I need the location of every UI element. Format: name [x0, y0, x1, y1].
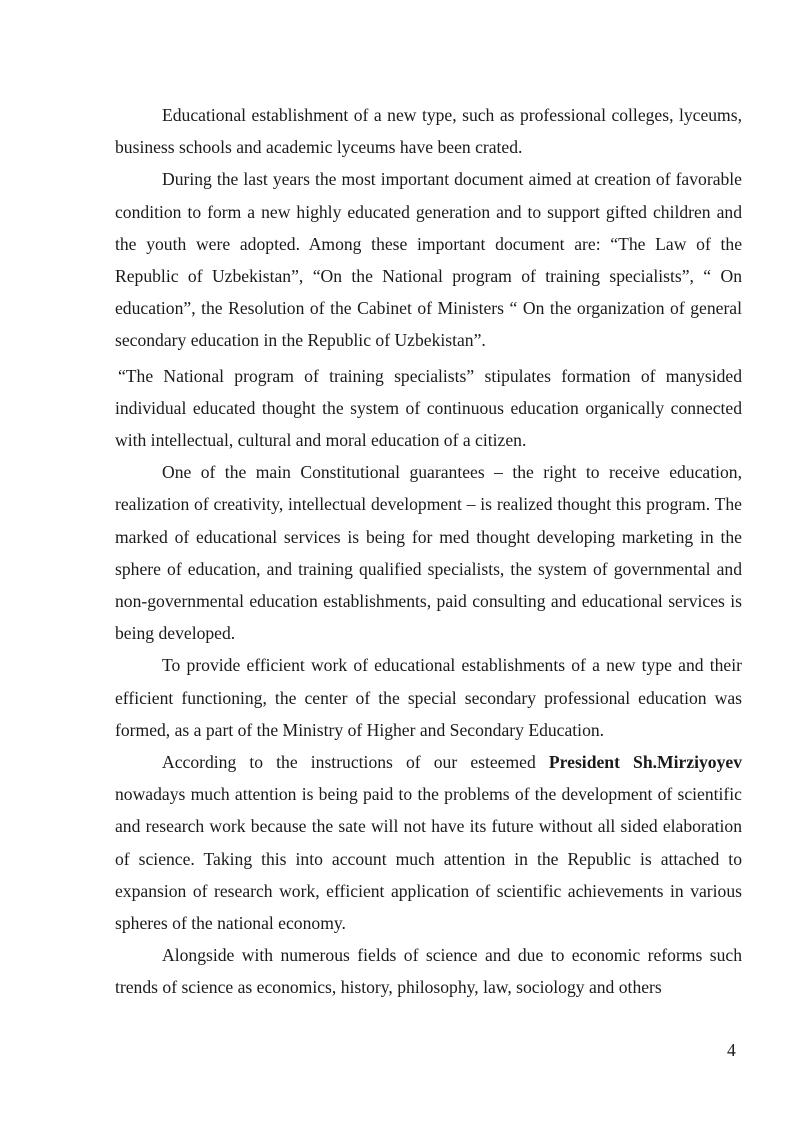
president-name: President Sh.Mirziyoyev [548, 752, 743, 773]
paragraph-2: During the last years the most important document aimed at creation of favorable condition to form a new highly educated generation and to support gifted children and the youth were adopted. Among these important document are: “The Law of the Republic of Uzbekistan”, “On the National program of training specialists”, “ On education”, the Resolution of the Cabinet of Ministers “ On the organization of general secondary education in the Republic of Uzbekistan”. [115, 169, 742, 351]
paragraph-6 [115, 746, 742, 939]
page-number: 4 [727, 1040, 736, 1060]
paragraph-6-rest: nowadays much attention is being paid to the problems of the development of scientific and research work because the sate will not have its future without all sided elaboration of science. Taking this into account much attention in the Republic is attached to expansion of research work, efficient application of scientific achievements in various spheres of the national economy. [115, 784, 742, 934]
paragraph-7: Alongside with numerous fields of science and due to economic reforms such trends of science as economics, history, philosophy, law, sociology and others [115, 945, 742, 998]
paragraph-6-lead: According to the instructions of our esteemed [162, 752, 549, 773]
paragraph-1: Educational establishment of a new type, such as professional colleges, lyceums, business schools and academic lyceums have been crated. [115, 105, 742, 158]
body-text [115, 99, 742, 1004]
paragraph-5: To provide efficient work of educational establishments of a new type and their efficient functioning, the center of the special secondary professional education was formed, as a part of the Ministry of Higher and Secondary Education. [115, 655, 742, 740]
paragraph-3: “The National program of training specialists” stipulates formation of manysided individual educated thought the system of continuous education organically connected with intellectual, cultural and moral education of a citizen. [115, 365, 742, 451]
paragraph-4: One of the main Constitutional guarantees – the right to receive education, realization of creativity, intellectual development – is realized thought this program. The marked of educational services is being for med thought developing marketing in the sphere of education, and training qualified specialists, the system of governmental and non-governmental education establishments, paid consulting and educational services is being developed. [115, 462, 742, 644]
